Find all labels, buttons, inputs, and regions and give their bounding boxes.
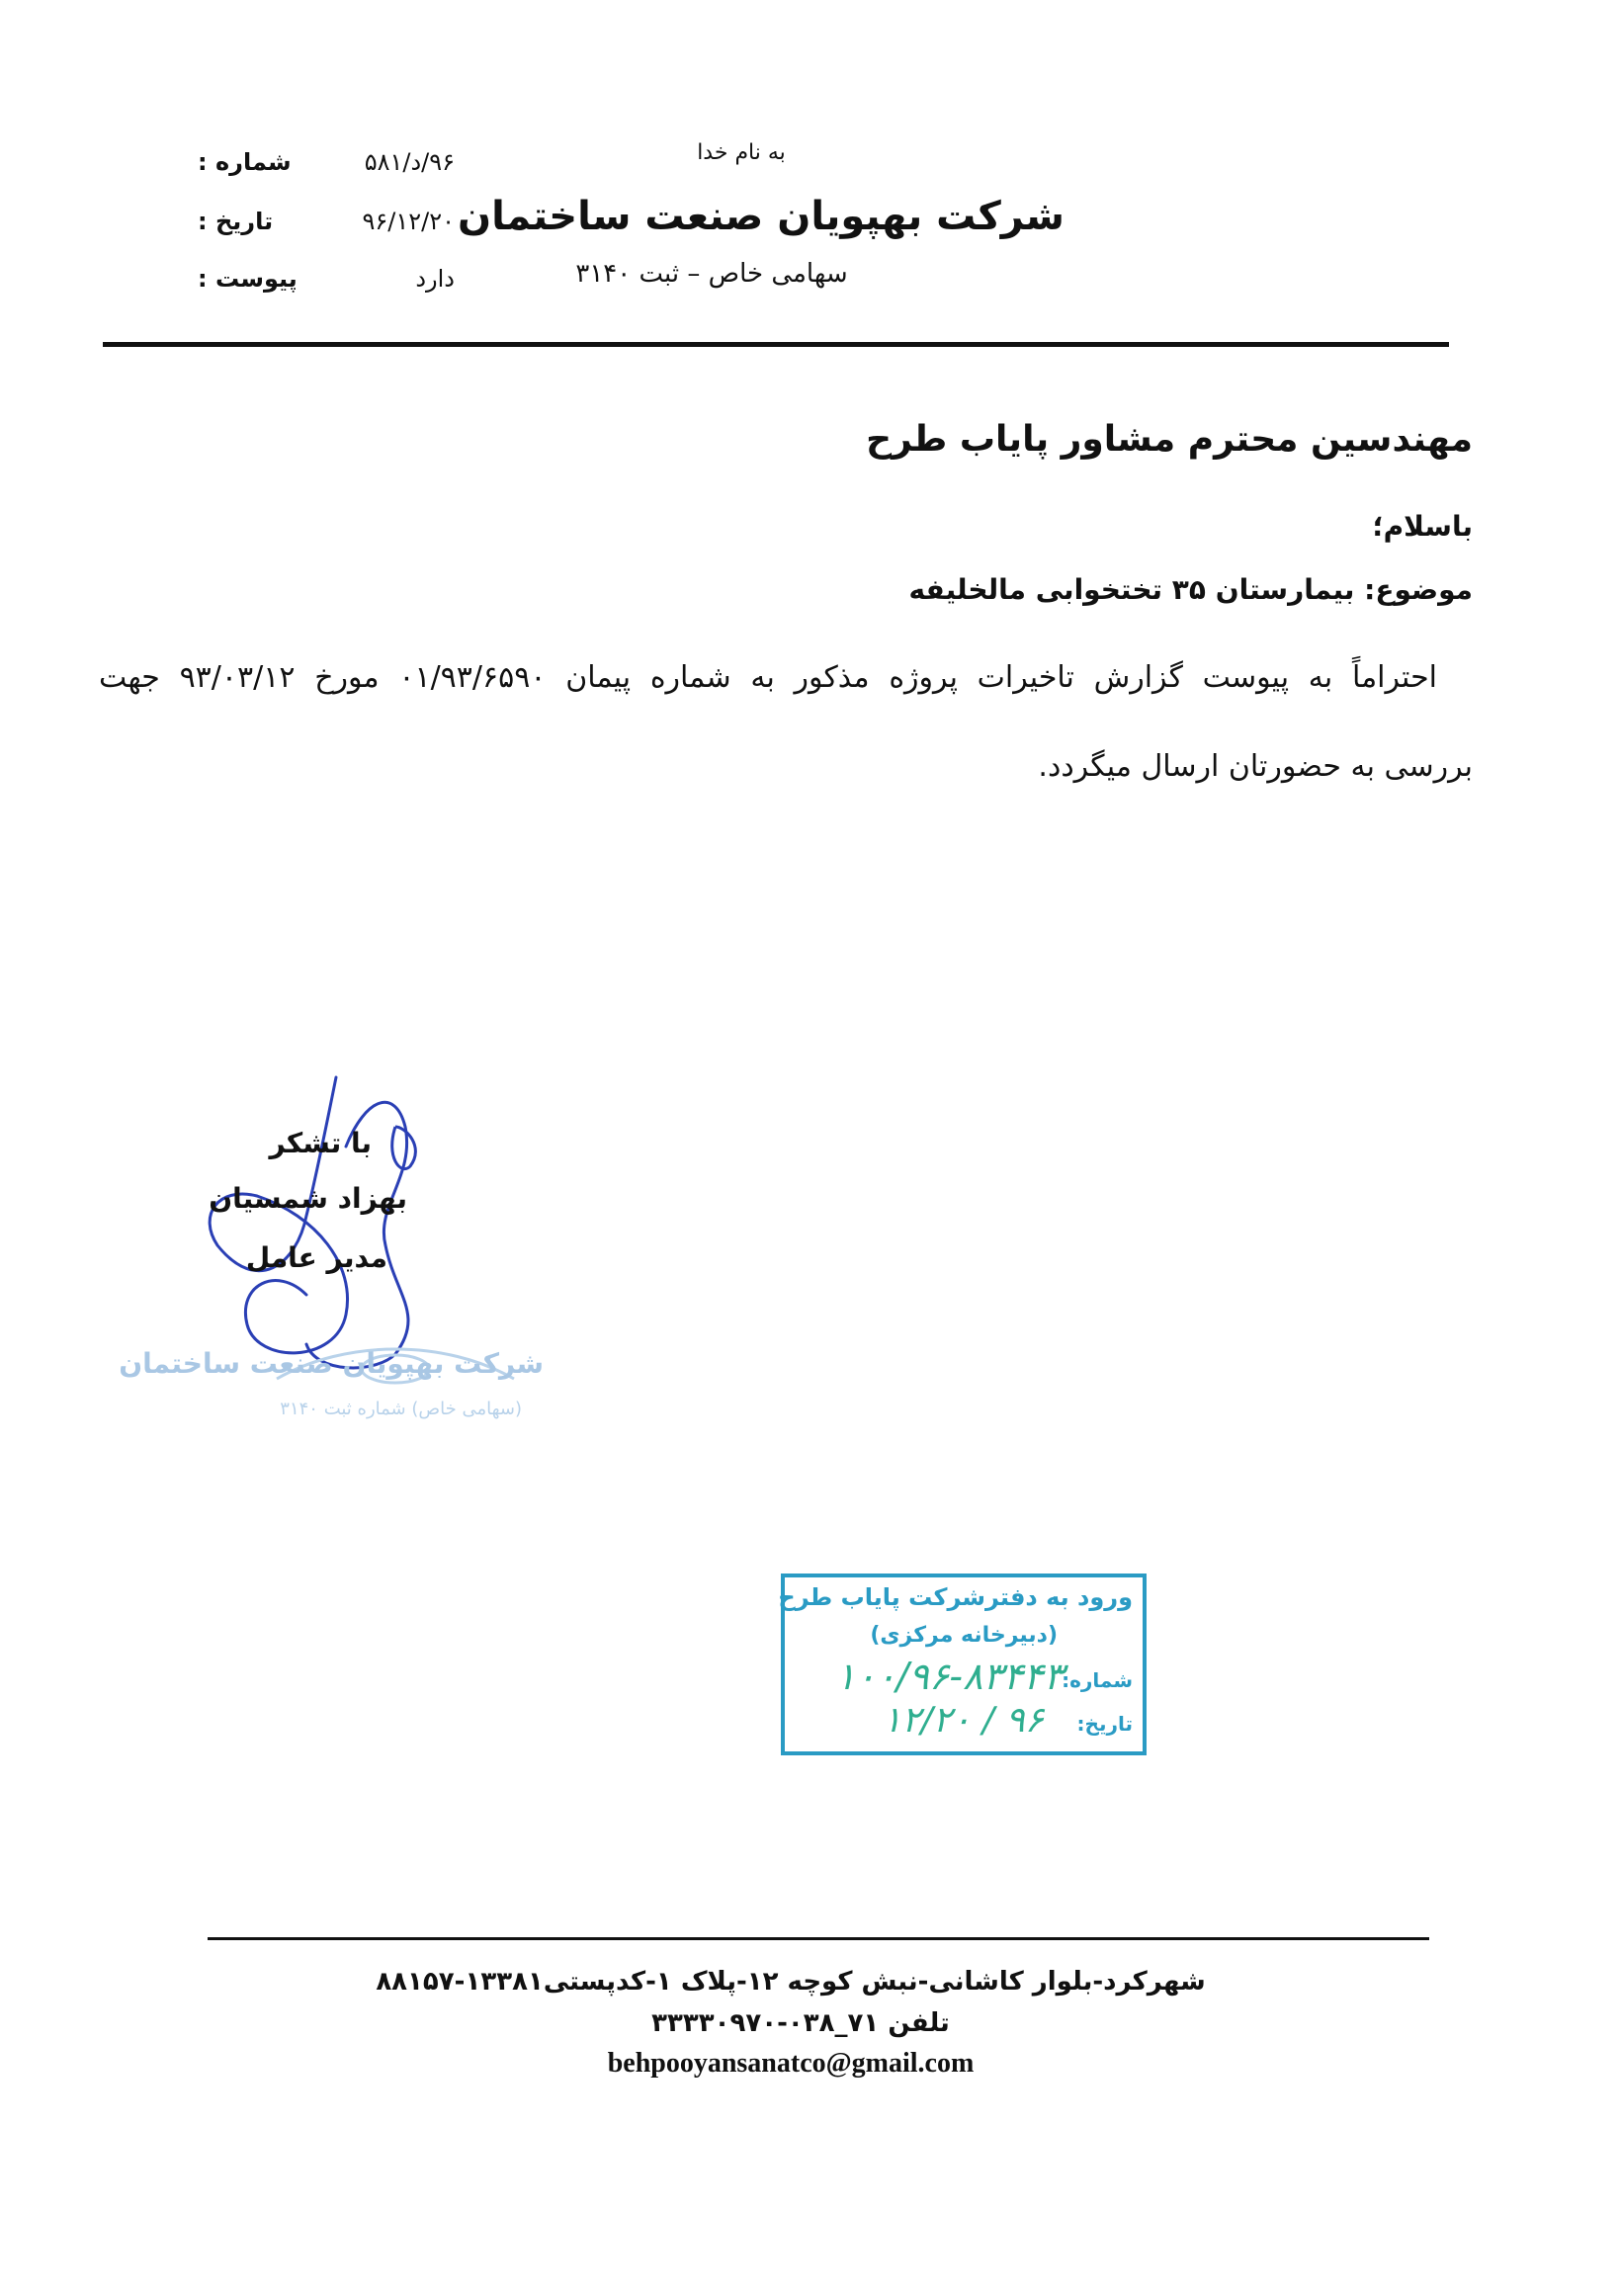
closing-phrase: با تشکر: [269, 1127, 372, 1159]
basmala: به نام خدا: [697, 140, 786, 165]
footer-email: behpooyansanatco@gmail.com: [607, 2048, 975, 2079]
stamp-title: ورود به دفترشرکت پایاب طرح: [778, 1583, 1133, 1611]
recipient: مهندسین محترم مشاور پایاب طرح: [866, 419, 1473, 460]
body-text-line-1: احتراماً به پیوست گزارش تاخیرات پروژه مذکور به شماره پیمان ۰۱/۹۳/۶۵۹۰ مورخ ۹۳/۰۳/۱۲ جهت: [99, 660, 1437, 695]
letter-date-value: ۹۶/۱۲/۲۰: [362, 208, 455, 235]
seal-registration: (سهامی خاص) شماره ثبت ۳۱۴۰: [280, 1399, 522, 1419]
letter-number-label: شماره :: [198, 148, 292, 176]
letter-number: [198, 148, 455, 176]
footer-divider: [208, 1937, 1429, 1940]
letter-date-label: تاریخ :: [198, 208, 274, 235]
footer-phone: تلفن ۷۱_۰۳۸-۳۳۳۳۰۹۷۰: [651, 2008, 950, 2038]
stamp-subtitle: (دبیرخانه مرکزی): [870, 1623, 1058, 1648]
letter-attachment: [198, 265, 455, 293]
stamp-date-label: تاریخ:: [1076, 1712, 1133, 1736]
signer-name: بهزاد شمسیان: [209, 1182, 407, 1215]
company-registration: سهامی خاص – ثبت ۳۱۴۰: [575, 259, 848, 289]
letter-attachment-value: دارد: [415, 265, 455, 293]
header-divider: [103, 342, 1449, 347]
body-text-line-2: بررسی به حضورتان ارسال میگردد.: [1038, 749, 1473, 784]
signer-title: مدیر عامل: [245, 1241, 387, 1274]
handwritten-signature: [198, 1067, 455, 1384]
stamp-number-label: شماره:: [1062, 1668, 1133, 1692]
subject-line: موضوع: بیمارستان ۳۵ تختخوابی مالخلیفه: [908, 573, 1473, 606]
letter-attachment-label: پیوست :: [198, 265, 298, 293]
letter-date: [198, 208, 455, 235]
stamp-date-value: ۹۶ / ۱۲/۲۰: [882, 1700, 1044, 1741]
footer-address: شهرکرد-بلوار کاشانی-نبش کوچه ۱۲-پلاک ۱-کدپستی۱۳۳۸۱-۸۸۱۵۷: [376, 1967, 1206, 1997]
letter-number-value: ۹۶/د/۵۸۱: [364, 148, 455, 176]
greeting: باسلام؛: [1372, 510, 1473, 543]
seal-company-name: شرکت بهپویان صنعت ساختمان: [119, 1347, 544, 1380]
company-name: شرکت بهپویان صنعت ساختمان: [457, 194, 1065, 239]
stamp-number-value: ۱۰۰/۹۶-۸۳۴۴۳: [835, 1655, 1064, 1698]
reception-stamp: [778, 1573, 1147, 1755]
company-seal: [119, 1339, 544, 1448]
